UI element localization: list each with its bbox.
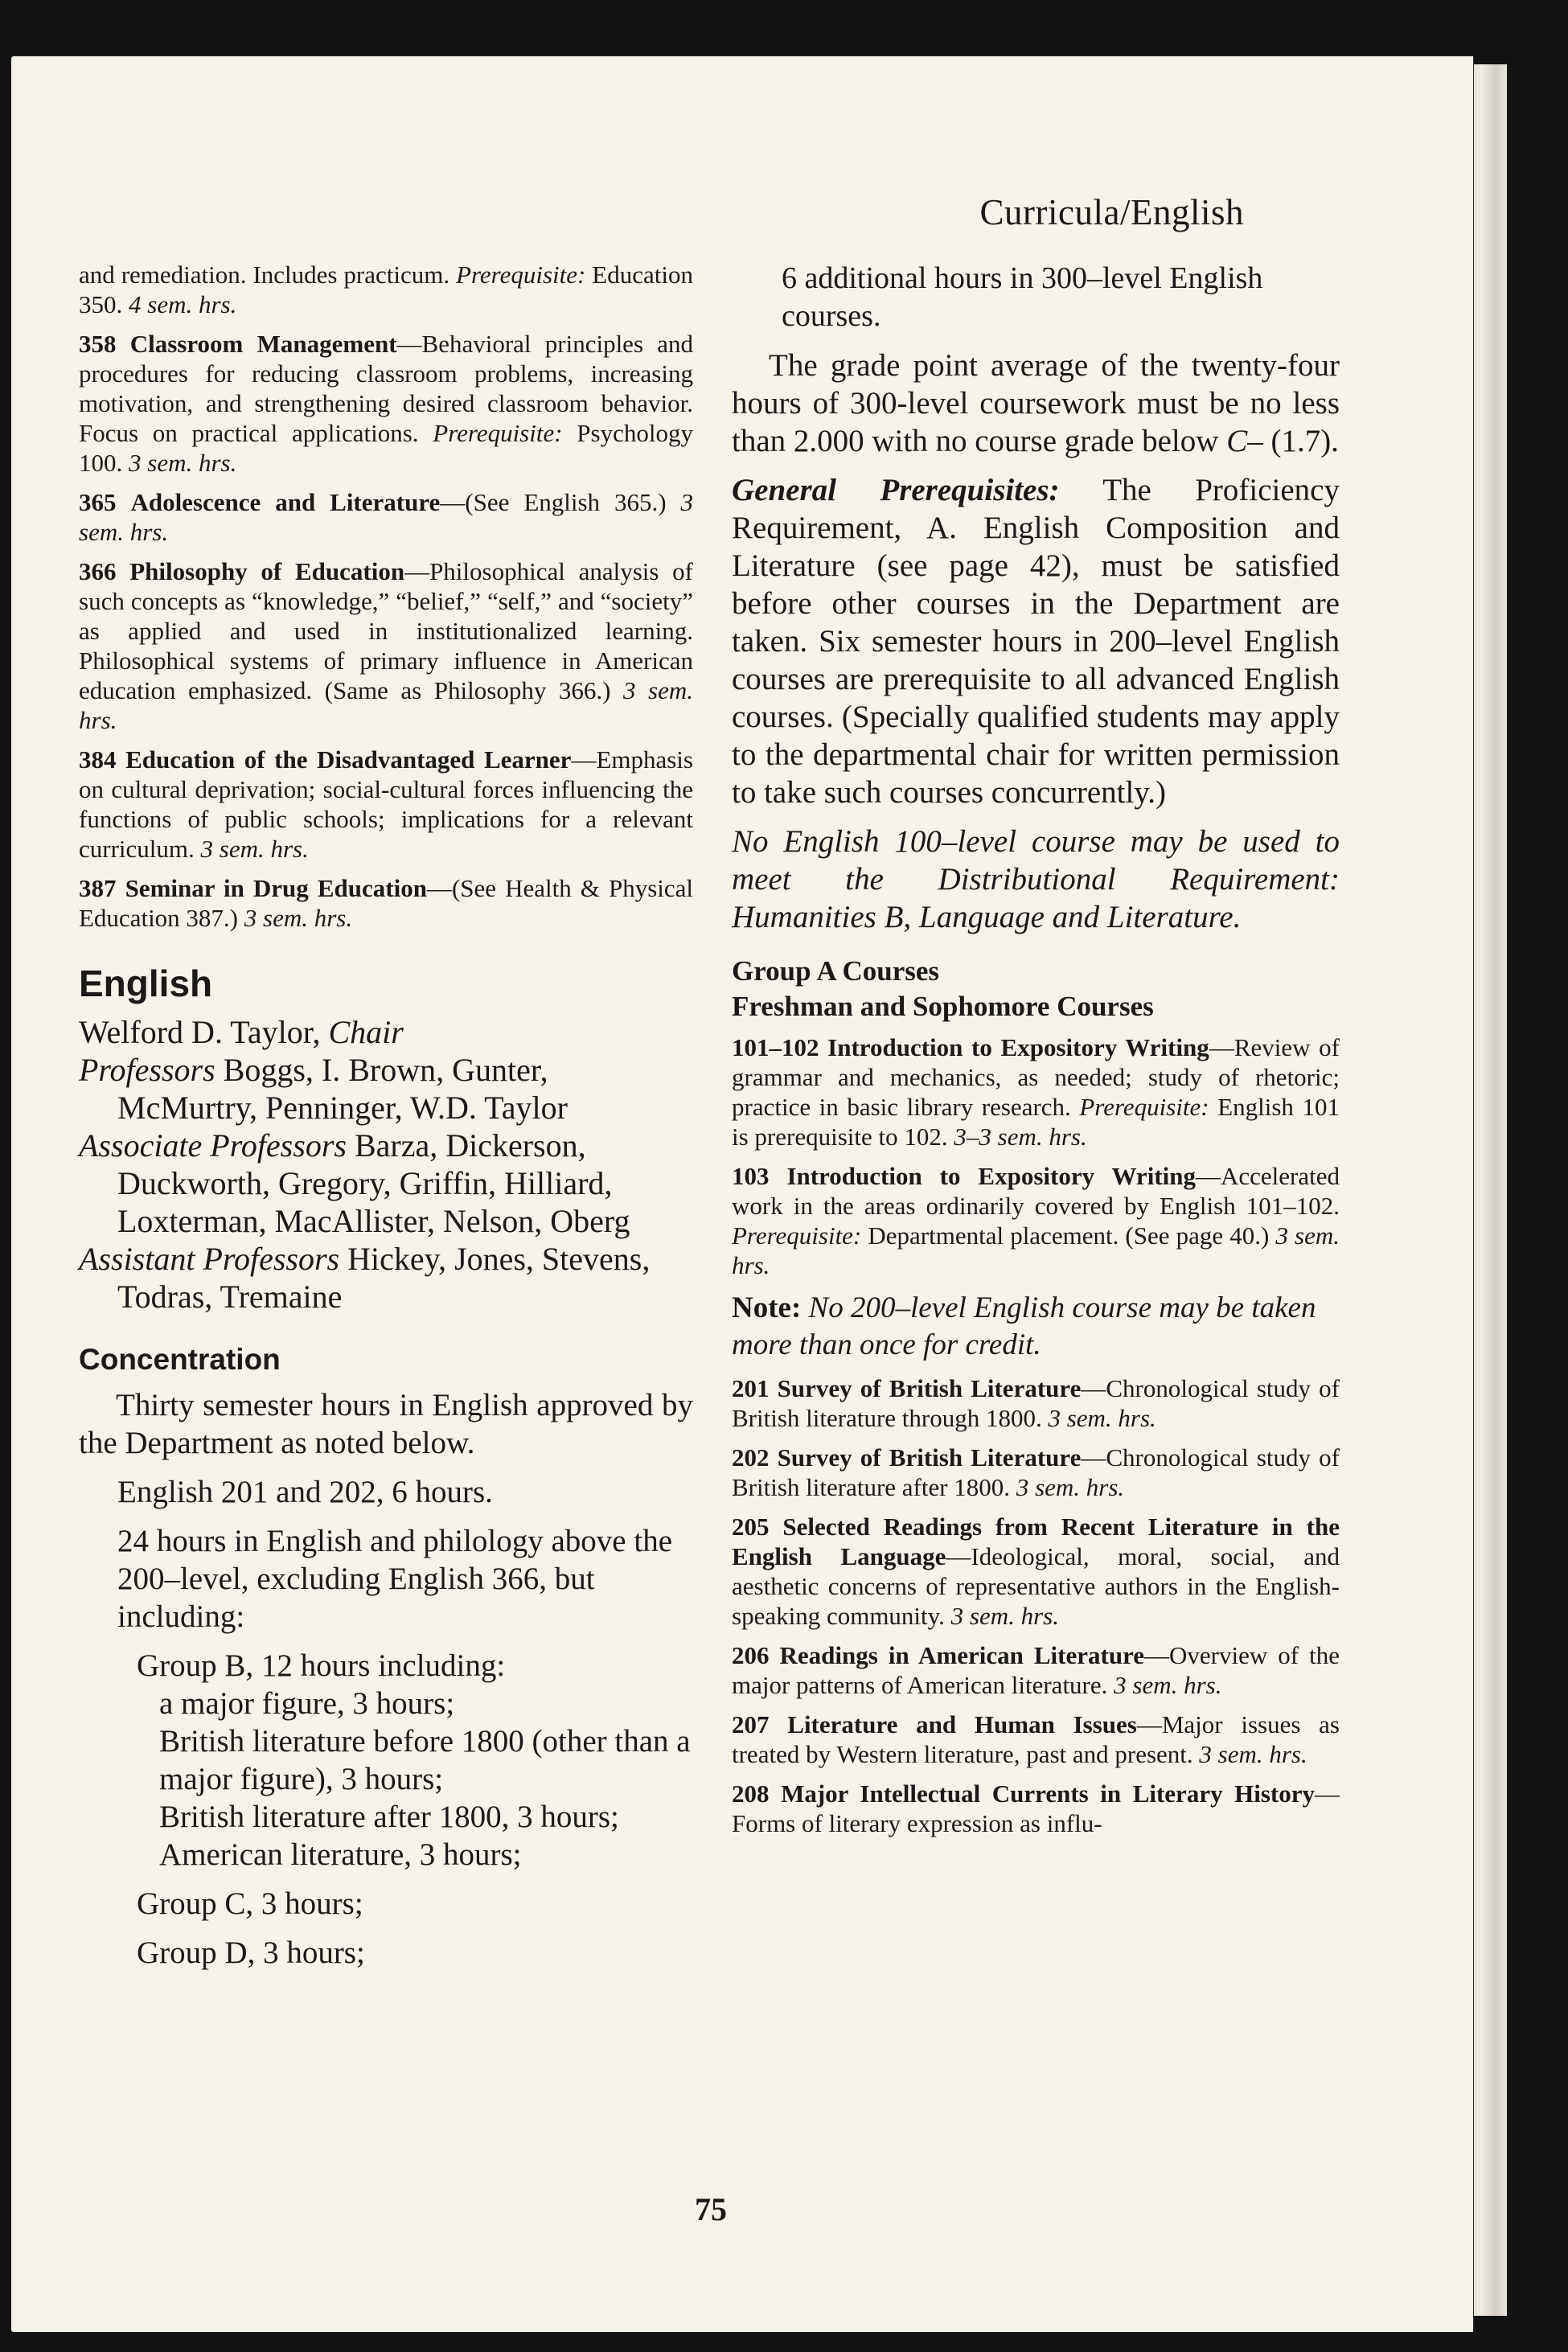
- group-b-item: British literature before 1800 (other than a major figure), 3 hours;: [159, 1724, 691, 1796]
- group-b-item: British literature after 1800, 3 hours;: [159, 1800, 619, 1834]
- faculty-chair: Welford D. Taylor, Chair: [79, 1014, 404, 1050]
- course-201: 201 Survey of British Literature—Chronological study of British literature through 1800. 3 sem. hrs.: [732, 1374, 1340, 1432]
- course-366: 366 Philosophy of Education—Philosophical analysis of such concepts as “knowledge,” “belief,” “self,” and “society” as applied and used in institutionalized learning. Philosophical systems of primary influence in American education emphasized. (Same as Philosophy 366.) 3 sem. hrs.: [79, 557, 693, 734]
- general-prerequisites: General Prerequisites: The Proficiency Requirement, A. English Composition and Literature (see page 42), must be satisfied before other courses in the Department are taken. Six semester hours in 200–level English courses are prerequisite to all advanced English courses. (Specially qualified students may apply to the departmental chair for written permission to take such courses concurrently.): [732, 473, 1340, 810]
- group-b-requirement: Group B, 12 hours including:: [137, 1648, 506, 1683]
- group-a-heading: Group A Courses Freshman and Sophomore Courses: [732, 955, 1154, 1022]
- requirement-2: 24 hours in English and philology above the 200–level, excluding English 366, but including:: [117, 1524, 673, 1634]
- group-b-item: American literature, 3 hours;: [159, 1837, 522, 1872]
- group-d-requirement: Group D, 3 hours;: [137, 1935, 365, 1970]
- page-number: 75: [695, 2191, 727, 2227]
- course-206: 206 Readings in American Literature—Overview of the major patterns of American literature. 3 sem. hrs.: [732, 1641, 1340, 1699]
- course-365: 365 Adolescence and Literature—(See English 365.) 3 sem. hrs.: [79, 488, 693, 546]
- running-head: Curricula/English: [979, 192, 1244, 232]
- additional-hours: 6 additional hours in 300–level English courses.: [782, 261, 1263, 333]
- left-column: [79, 260, 693, 1983]
- gpa-requirement: The grade point average of the twenty-four hours of 300-level coursework must be no less than 2.000 with no course grade below C– (1.7).: [732, 348, 1340, 458]
- page-stack-edge-outer: [1494, 64, 1507, 2316]
- course-208: 208 Major Intellectual Currents in Literary History—Forms of literary expression as influ-: [732, 1779, 1340, 1837]
- right-column: [732, 260, 1340, 1848]
- requirement-1: English 201 and 202, 6 hours.: [117, 1475, 493, 1509]
- repeat-credit-note: Note: No 200–level English course may be taken more than once for credit.: [732, 1291, 1316, 1361]
- group-b-item: a major figure, 3 hours;: [159, 1686, 455, 1721]
- course-207: 207 Literature and Human Issues—Major issues as treated by Western literature, past and present. 3 sem. hrs.: [732, 1710, 1340, 1768]
- distributional-note: No English 100–level course may be used to meet the Distributional Requirement: Humanities B, Language and Literature.: [732, 824, 1340, 934]
- course-358: 358 Classroom Management—Behavioral principles and procedures for reducing classroom problems, increasing motivation, and strengthening desired classroom behavior. Focus on practical applications. Prerequisite: Psychology 100. 3 sem. hrs.: [79, 330, 693, 477]
- department-title: English: [79, 963, 213, 1004]
- faculty-associate-professors: Associate Professors Barza, Dickerson, Duckworth, Gregory, Griffin, Hilliard, Loxterman, MacAllister, Nelson, Oberg: [79, 1127, 630, 1239]
- course-387: 387 Seminar in Drug Education—(See Health & Physical Education 387.) 3 sem. hrs.: [79, 874, 693, 932]
- page-stack-edge: [1473, 64, 1494, 2316]
- course-101-102: 101–102 Introduction to Expository Writing—Review of grammar and mechanics, as needed; study of rhetoric; practice in basic library research. Prerequisite: English 101 is prerequisite to 102. 3–3 sem. hrs.: [732, 1033, 1340, 1151]
- concentration-intro: Thirty semester hours in English approved by the Department as noted below.: [79, 1388, 693, 1460]
- faculty-professors: Professors Boggs, I. Brown, Gunter, McMurtry, Penninger, W.D. Taylor: [79, 1052, 568, 1126]
- concentration-heading: Concentration: [79, 1343, 281, 1376]
- faculty-assistant-professors: Assistant Professors Hickey, Jones, Stevens, Todras, Tremaine: [79, 1241, 651, 1315]
- intro-entry: and remediation. Includes practicum. Prerequisite: Education 350. 4 sem. hrs.: [79, 261, 693, 318]
- course-384: 384 Education of the Disadvantaged Learner—Emphasis on cultural deprivation; social-cultural forces influencing the functions of public schools; implications for a relevant curriculum. 3 sem. hrs.: [79, 745, 693, 863]
- course-202: 202 Survey of British Literature—Chronological study of British literature after 1800. 3 sem. hrs.: [732, 1443, 1340, 1501]
- group-c-requirement: Group C, 3 hours;: [137, 1886, 363, 1921]
- course-205: 205 Selected Readings from Recent Literature in the English Language—Ideological, moral, social, and aesthetic concerns of representative authors in the English-speaking community. 3 sem. hrs.: [732, 1513, 1340, 1630]
- course-103: 103 Introduction to Expository Writing—Accelerated work in the areas ordinarily covered by English 101–102. Prerequisite: Departmental placement. (See page 40.) 3 sem. hrs.: [732, 1162, 1340, 1279]
